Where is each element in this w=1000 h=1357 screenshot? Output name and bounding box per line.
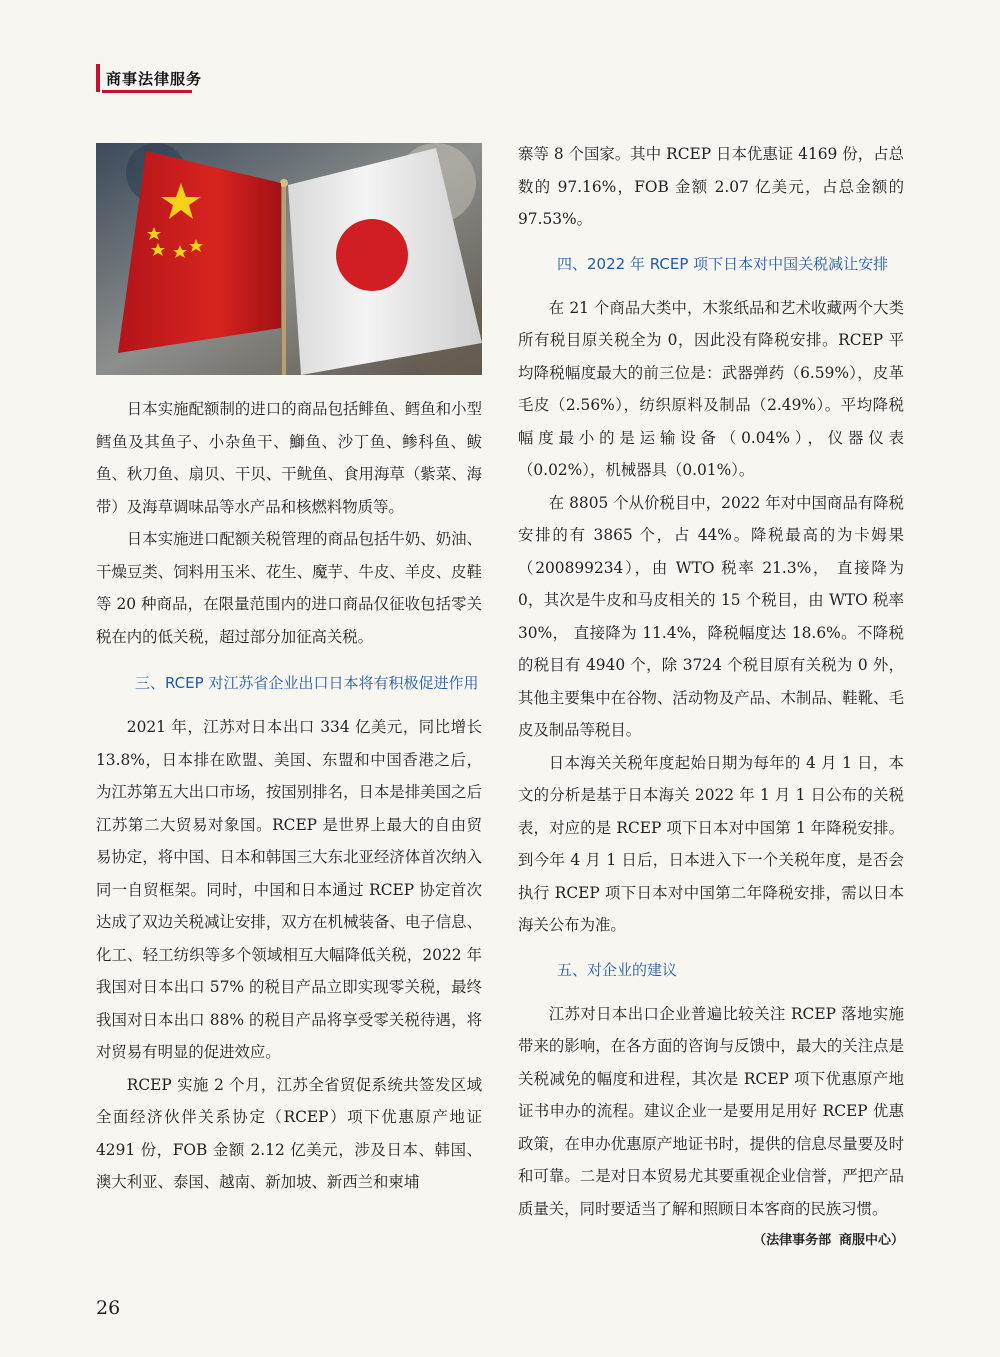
author-signature: （法律事务部 商服中心）: [753, 1233, 904, 1248]
paragraph: 日本实施进口配额关税管理的商品包括牛奶、奶油、干燥豆类、饲料用玉米、花生、魔芋、牛皮、羊皮、皮鞋等 20 种商品，在限量范围内的进口商品仅征收包括零关税在内的低关税，超过部分加征高关税。: [96, 530, 482, 646]
paragraph: 寨等 8 个国家。其中 RCEP 日本优惠证 4169 份，占总数的 97.16%，FOB 金额 2.07 亿美元，占总金额的 97.53%。: [518, 145, 904, 228]
section-heading: 四、2022 年 RCEP 项下日本对中国关税减让安排: [557, 254, 889, 273]
page-number: 26: [96, 1297, 121, 1319]
paragraph: 在 8805 个从价税目中，2022 年对中国商品有降税安排的有 3865 个，占 44%。降税最高的为卡姆果（200899234），由 WTO 税率 21.3%， 直接降为 0，其次是牛皮和马皮相关的 15 个税目，由 WTO 税率 30%， 直接降为 11.4%，降税幅度达 18.6%。不降税的税目有 4940 个，除 3724 个税目原有关税为 0 外，其他主要集中在谷物、活动物及产品、木制品、鞋靴、毛皮及制品等税目。: [518, 493, 904, 739]
paragraph: [518, 998, 904, 1248]
paragraph: 日本海关关税年度起始日期为每年的 4 月 1 日，本文的分析是基于日本海关 2022 年 1 月 1 日公布的关税表，对应的是 RCEP 项下日本对中国第 1 年降税安排。到今年 4 月 1 日后，日本进入下一个关税年度，是否会执行 RCEP 项下日本对中国第二年降税安排，需以日本海关公布为准。: [518, 753, 904, 934]
header-accent-bar: [96, 64, 100, 92]
section-heading: 五、对企业的建议: [557, 960, 678, 979]
section-title: 商事法律服务: [106, 69, 203, 88]
paragraph: 2021 年，江苏对日本出口 334 亿美元，同比增长 13.8%，日本排在欧盟、美国、东盟和中国香港之后，为江苏第五大出口市场，按国别排名，日本是排美国之后江苏第二大贸易对象国。RCEP 是世界上最大的自由贸易协定，将中国、日本和韩国三大东北亚经济体首次纳入同一自贸框架。同时，中国和日本通过 RCEP 协定首次达成了双边关税减让安排，双方在机械装备、电子信息、化工、轻工纺织等多个领域相互大幅降低关税，2022 年我国对日本出口 57% 的税目产品立即实现零关税，最终我国对日本出口 88% 的税目产品将享受零关税待遇，将对贸易有明显的促进效应。: [96, 718, 482, 1061]
flags-photo: [96, 143, 482, 375]
section-header: [96, 64, 202, 92]
right-column: [518, 138, 904, 1258]
paragraph: RCEP 实施 2 个月，江苏全省贸促系统共签发区域全面经济伙伴关系协定（RCEP）项下优惠原产地证 4291 份，FOB 金额 2.12 亿美元，涉及日本、韩国、澳大利亚、泰国、越南、新加坡、新西兰和柬埔: [96, 1075, 482, 1191]
left-column: [96, 393, 482, 1199]
header-underline: [102, 90, 192, 93]
section-heading: 三、RCEP 对江苏省企业出口日本将有积极促进作用: [135, 674, 479, 692]
paragraph: 日本实施配额制的进口的商品包括鲱鱼、鳕鱼和小型鳕鱼及其鱼子、小杂鱼干、鰤鱼、沙丁鱼、鲹科鱼、鲅鱼、秋刀鱼、扇贝、干贝、干鱿鱼、食用海草（紫菜、海带）及海草调味品等水产品和核燃料物质等。: [96, 400, 482, 516]
paragraph-text: 江苏对日本出口企业普遍比较关注 RCEP 落地实施带来的影响，在各方面的咨询与反馈中，最大的关注点是关税减免的幅度和进程，其次是 RCEP 项下优惠原产地证书申办的流程。建议企业一是要用足用好 RCEP 优惠政策，在申办优惠原产地证书时，提供的信息尽量要及时和可靠。二是对日本贸易尤其要重视企业信誉，严把产品质量关，同时要适当了解和照顾日本客商的民族习惯。: [518, 1004, 904, 1218]
paragraph: 在 21 个商品大类中，木浆纸品和艺术收藏两个大类所有税目原关税全为 0，因此没有降税安排。RCEP 平均降税幅度最大的前三位是：武器弹药（6.59%），皮革毛皮（2.56%），纺织原料及制品（2.49%）。平均降税幅度最小的是运输设备（0.04%），仪器仪表（0.02%），机械器具（0.01%）。: [518, 298, 904, 479]
